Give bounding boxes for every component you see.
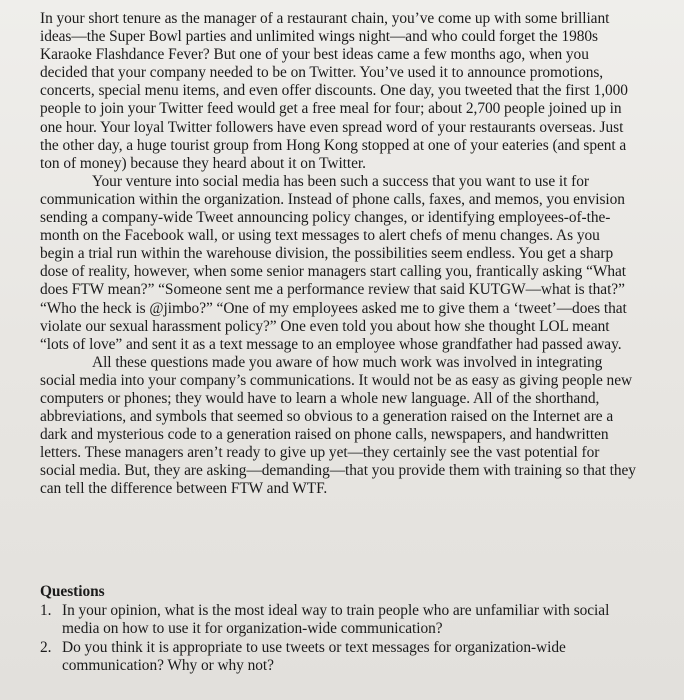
questions-list [40, 602, 640, 675]
question-text: In your opinion, what is the most ideal way to train people who are unfamiliar with social media on how to use it for organization-wide communication? [62, 602, 610, 638]
questions-heading: Questions [40, 583, 105, 600]
question-text: Do you think it is appropriate to use tweets or text messages for organization-wide communication? Why or why not? [62, 639, 566, 675]
question-item-1 [40, 602, 640, 638]
question-number: 2. [40, 639, 52, 657]
questions-section [40, 583, 640, 676]
case-paragraph-3: All these questions made you aware of how much work was involved in integrating social media into your company’s communications. It would not be as easy as giving people new computers or phones; they would have to learn a whole new language. All of the shorthand, abbreviations, and symbols that seemed so obvious to a generation raised on the Internet are a dark and mysterious code to a generation raised on phone calls, newspapers, and handwritten letters. These managers aren’t ready to give up yet—they certainly see the vast potential for social media. But, they are asking—demanding—that you provide them with training so that they can tell the difference between FTW and WTF. [40, 353, 636, 498]
case-study-text [40, 10, 636, 499]
question-number: 1. [40, 602, 52, 620]
question-item-2 [40, 639, 640, 675]
case-paragraph-1: In your short tenure as the manager of a restaurant chain, you’ve come up with some brilliant ideas—the Super Bowl parties and unlimited wings night—and who could forget the 1980s Karaoke Flashdance Fever? But one of your best ideas came a few months ago, when you decided that your company needed to be on Twitter. You’ve used it to announce promotions, concerts, special menu items, and even offer discounts. One day, you tweeted that the first 1,000 people to join your Twitter feed would get a free meal for four; about 2,700 people joined up in one hour. Your loyal Twitter followers have even spread word of your restaurants overseas. Just the other day, a huge tourist group from Hong Kong stopped at one of your eateries (and spent a ton of money) because they heard about it on Twitter. [40, 10, 628, 172]
case-paragraph-2: Your venture into social media has been such a success that you want to use it for communication within the organization. Instead of phone calls, faxes, and memos, you envision sending a company-wide Tweet announcing policy changes, or identifying employees-of-the-month on the Facebook wall, or using text messages to alert chefs of menu changes. As you begin a trial run within the warehouse division, the possibilities seem endless. You get a sharp dose of reality, however, when some senior managers start calling you, frantically asking “What does FTW mean?” “Someone sent me a performance review that said KUTGW—what is that?” “Who the heck is @jimbo?” “One of my employees asked me to give them a ‘tweet’—does that violate our sexual harassment policy?” One even told you about how she thought LOL meant “lots of love” and sent it as a text message to an employee whose grandfather had passed away. [40, 172, 627, 353]
